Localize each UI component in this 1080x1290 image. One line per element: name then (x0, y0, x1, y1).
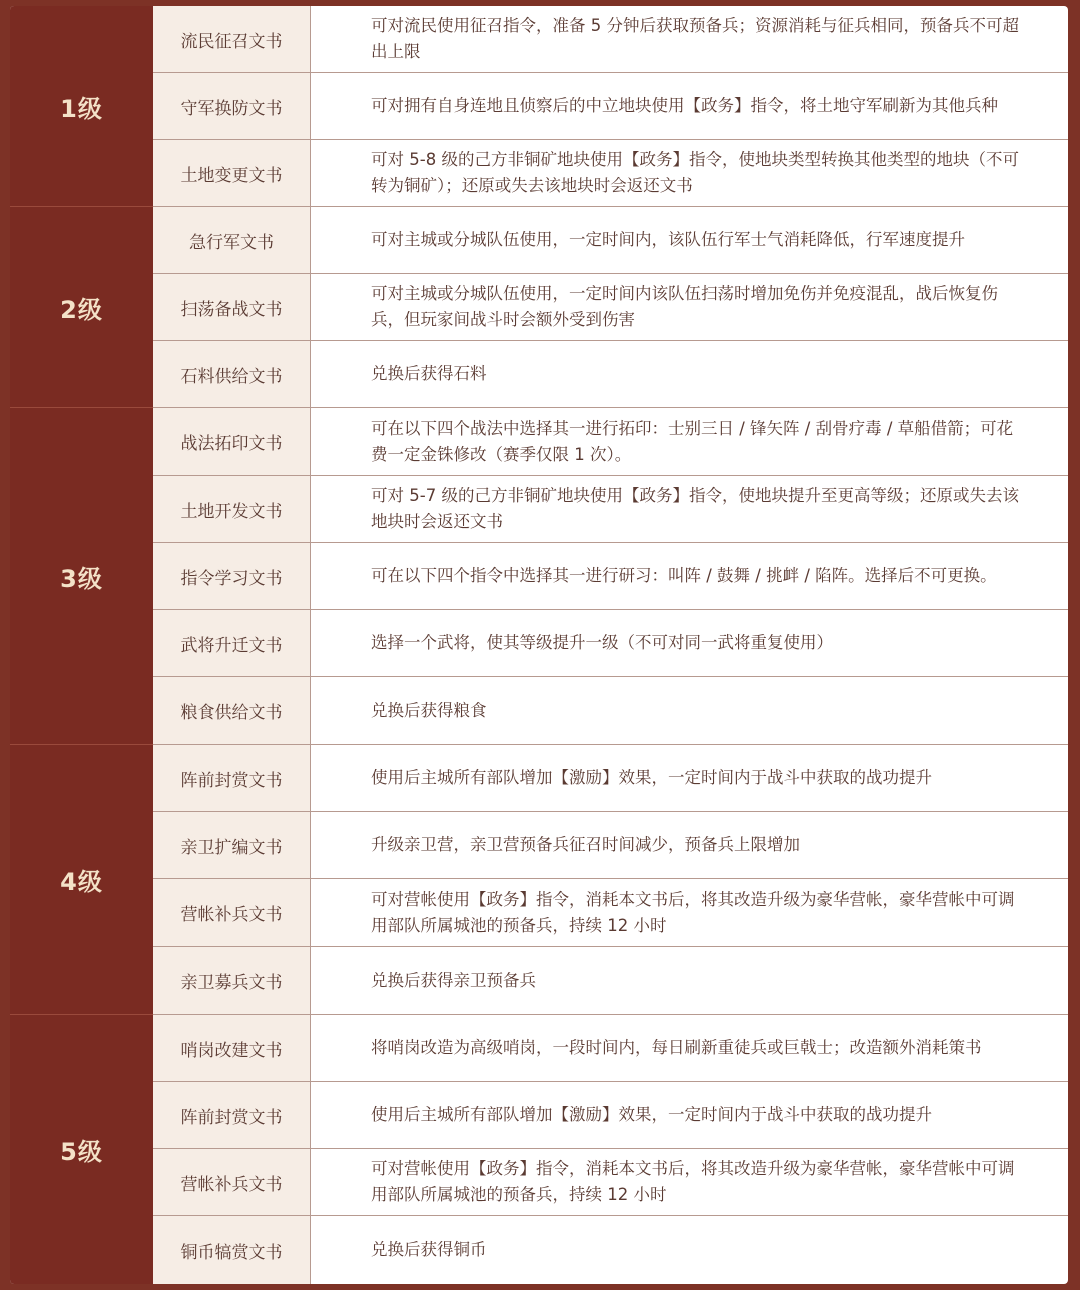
item-name: 亲卫扩编文书 (153, 812, 311, 878)
item-description-text: 可在以下四个战法中选择其一进行拓印：士别三日 / 锋矢阵 / 刮骨疗毒 / 草船借箭；可花费一定金铢修改（赛季仅限 1 次）。 (371, 418, 1014, 464)
table-row (153, 1015, 1068, 1082)
level-label: 5级 (60, 1138, 103, 1166)
table-row (153, 745, 1068, 812)
item-description (311, 812, 1068, 878)
item-name: 亲卫募兵文书 (153, 947, 311, 1014)
item-name: 扫荡备战文书 (153, 274, 311, 340)
item-description-text: 使用后主城所有部队增加【激励】效果，一定时间内于战斗中获取的战功提升 (371, 1105, 932, 1124)
item-name: 土地开发文书 (153, 476, 311, 542)
item-description (311, 274, 1068, 340)
item-description (311, 6, 1068, 72)
level-label: 4级 (60, 868, 103, 896)
item-description-text: 兑换后获得铜币 (371, 1240, 487, 1259)
item-description (311, 476, 1068, 542)
level-cell (10, 1015, 153, 1284)
item-description (311, 408, 1068, 475)
item-name: 战法拓印文书 (153, 408, 311, 475)
table-row (153, 476, 1068, 543)
item-name: 守军换防文书 (153, 73, 311, 139)
table-row (153, 274, 1068, 341)
table-row (153, 341, 1068, 408)
item-name: 武将升迁文书 (153, 610, 311, 676)
item-description-text: 可对 5-7 级的己方非铜矿地块使用【政务】指令，使地块提升至更高等级；还原或失去该地块时会返还文书 (371, 486, 1019, 531)
item-name: 流民征召文书 (153, 6, 311, 72)
item-description (311, 1015, 1068, 1081)
item-description (311, 1082, 1068, 1148)
item-name: 哨岗改建文书 (153, 1015, 311, 1081)
item-rows (153, 6, 1068, 1284)
item-description-text: 可对主城或分城队伍使用，一定时间内该队伍扫荡时增加免伤并免疫混乱，战后恢复伤兵，但玩家间战斗时会额外受到伤害 (371, 284, 998, 329)
level-cell (10, 6, 153, 207)
item-description (311, 73, 1068, 139)
table-row (153, 543, 1068, 610)
item-description (311, 610, 1068, 676)
level-label: 2级 (60, 295, 103, 324)
item-description-text: 可对 5-8 级的己方非铜矿地块使用【政务】指令，使地块类型转换其他类型的地块（不可转为铜矿）；还原或失去该地块时会返还文书 (371, 150, 1019, 195)
item-name: 石料供给文书 (153, 341, 311, 407)
document-table (10, 6, 1068, 1284)
table-row (153, 1149, 1068, 1216)
item-description (311, 677, 1068, 744)
table-row (153, 1082, 1068, 1149)
item-description-text: 兑换后获得石料 (371, 364, 487, 383)
item-description-text: 可对营帐使用【政务】指令，消耗本文书后，将其改造升级为豪华营帐，豪华营帐中可调用部队所属城池的预备兵，持续 12 小时 (371, 1159, 1015, 1204)
table-row (153, 140, 1068, 207)
item-name: 土地变更文书 (153, 140, 311, 206)
item-description-text: 可对拥有自身连地且侦察后的中立地块使用【政务】指令，将土地守军刷新为其他兵种 (371, 96, 998, 115)
item-description-text: 可对主城或分城队伍使用，一定时间内，该队伍行军士气消耗降低，行军速度提升 (371, 230, 965, 249)
level-column (10, 6, 153, 1284)
item-description-text: 选择一个武将，使其等级提升一级（不可对同一武将重复使用） (371, 633, 833, 652)
item-name: 营帐补兵文书 (153, 1149, 311, 1215)
item-description (311, 947, 1068, 1014)
level-cell (10, 207, 153, 408)
item-name: 铜币犒赏文书 (153, 1216, 311, 1284)
table-row (153, 408, 1068, 476)
item-name: 阵前封赏文书 (153, 1082, 311, 1148)
item-description-text: 兑换后获得粮食 (371, 700, 487, 720)
table-row (153, 677, 1068, 745)
item-name: 指令学习文书 (153, 543, 311, 609)
level-cell (10, 745, 153, 1015)
item-description (311, 140, 1068, 206)
table-row (153, 879, 1068, 947)
item-description-text: 将哨岗改造为高级哨岗，一段时间内，每日刷新重徒兵或巨戟士；改造额外消耗策书 (371, 1038, 982, 1057)
table-row (153, 610, 1068, 677)
item-description-text: 可对营帐使用【政务】指令，消耗本文书后，将其改造升级为豪华营帐，豪华营帐中可调用部队所属城池的预备兵，持续 12 小时 (371, 889, 1015, 935)
item-description (311, 207, 1068, 273)
table-row (153, 207, 1068, 274)
item-description-text: 兑换后获得亲卫预备兵 (371, 970, 536, 990)
item-name: 粮食供给文书 (153, 677, 311, 744)
table-row (153, 6, 1068, 73)
item-name: 急行军文书 (153, 207, 311, 273)
table-row (153, 812, 1068, 879)
table-row (153, 1216, 1068, 1284)
item-description (311, 879, 1068, 946)
item-description (311, 745, 1068, 811)
item-description-text: 可在以下四个指令中选择其一进行研习：叫阵 / 鼓舞 / 挑衅 / 陷阵。选择后不可更换。 (371, 566, 997, 585)
table-row (153, 947, 1068, 1015)
item-description (311, 341, 1068, 407)
level-label: 3级 (60, 564, 103, 593)
item-description-text: 可对流民使用征召指令，准备 5 分钟后获取预备兵；资源消耗与征兵相同，预备兵不可超出上限 (371, 16, 1019, 61)
item-description (311, 1149, 1068, 1215)
level-label: 1级 (60, 94, 103, 123)
item-name: 阵前封赏文书 (153, 745, 311, 811)
item-description (311, 1216, 1068, 1284)
item-name: 营帐补兵文书 (153, 879, 311, 946)
item-description-text: 升级亲卫营，亲卫营预备兵征召时间减少，预备兵上限增加 (371, 835, 800, 854)
item-description-text: 使用后主城所有部队增加【激励】效果，一定时间内于战斗中获取的战功提升 (371, 768, 932, 787)
table-row (153, 73, 1068, 140)
level-cell (10, 408, 153, 745)
item-description (311, 543, 1068, 609)
